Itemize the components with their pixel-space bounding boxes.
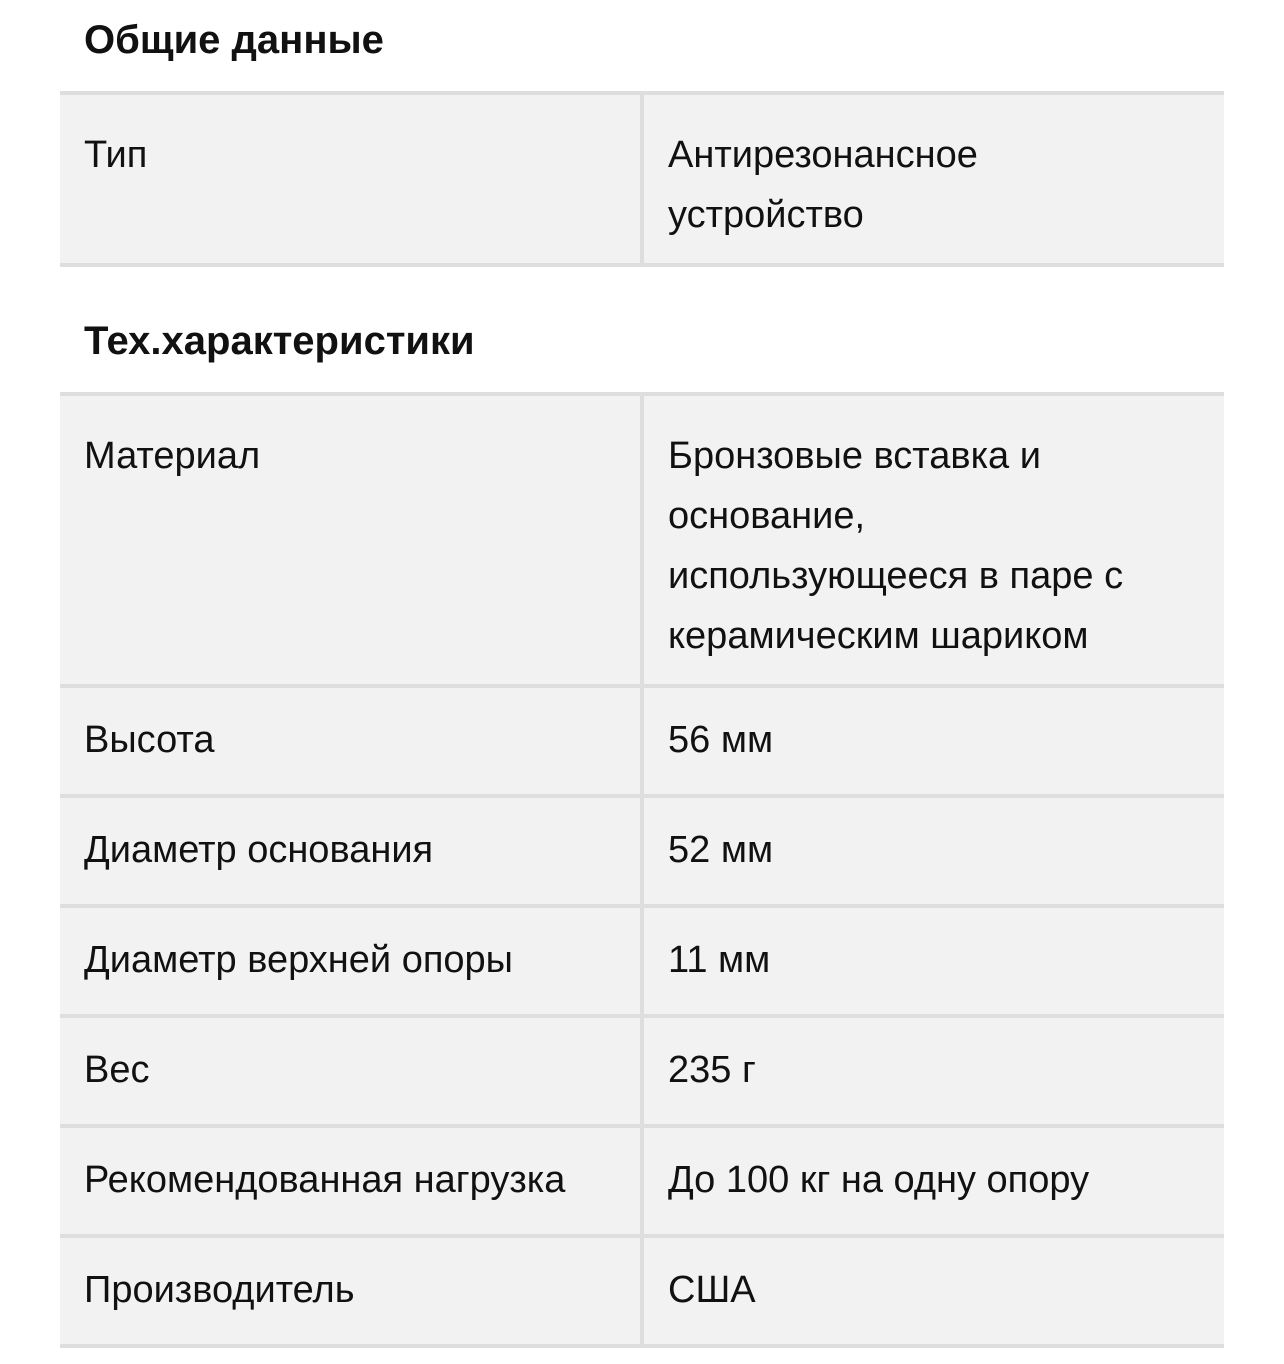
row-label: Диаметр основания	[60, 796, 642, 906]
table-row-height	[60, 686, 1224, 796]
row-label: Материал	[60, 394, 642, 686]
row-value	[642, 394, 1224, 686]
row-label: Высота	[60, 686, 642, 796]
specs-table	[60, 392, 1224, 1348]
value-line: использующееся в паре с	[668, 555, 1124, 597]
table-row-manufacturer	[60, 1236, 1224, 1346]
row-value: 52 мм	[642, 796, 1224, 906]
section-title-general: Общие данные	[84, 18, 384, 62]
row-value: 56 мм	[642, 686, 1224, 796]
row-label: Производитель	[60, 1236, 642, 1346]
value-line: Антирезонансное	[668, 134, 978, 176]
row-label: Тип	[60, 93, 642, 265]
row-value: США	[642, 1236, 1224, 1346]
general-table	[60, 91, 1224, 267]
row-label: Диаметр верхней опоры	[60, 906, 642, 1016]
table-row-load	[60, 1126, 1224, 1236]
value-line: Бронзовые вставка и	[668, 435, 1041, 477]
row-value: 235 г	[642, 1016, 1224, 1126]
value-line: керамическим шариком	[668, 615, 1089, 657]
row-label: Рекомендованная нагрузка	[60, 1126, 642, 1236]
section-title-specs: Тех.характеристики	[84, 319, 475, 363]
row-value: 11 мм	[642, 906, 1224, 1016]
value-line: устройство	[668, 194, 864, 236]
table-row-weight	[60, 1016, 1224, 1126]
value-line: основание,	[668, 495, 866, 537]
table-row-base-diameter	[60, 796, 1224, 906]
row-value: До 100 кг на одну опору	[642, 1126, 1224, 1236]
row-value	[642, 93, 1224, 265]
table-row-top-diameter	[60, 906, 1224, 1016]
table-row-material	[60, 394, 1224, 686]
table-row-type	[60, 93, 1224, 265]
row-label: Вес	[60, 1016, 642, 1126]
